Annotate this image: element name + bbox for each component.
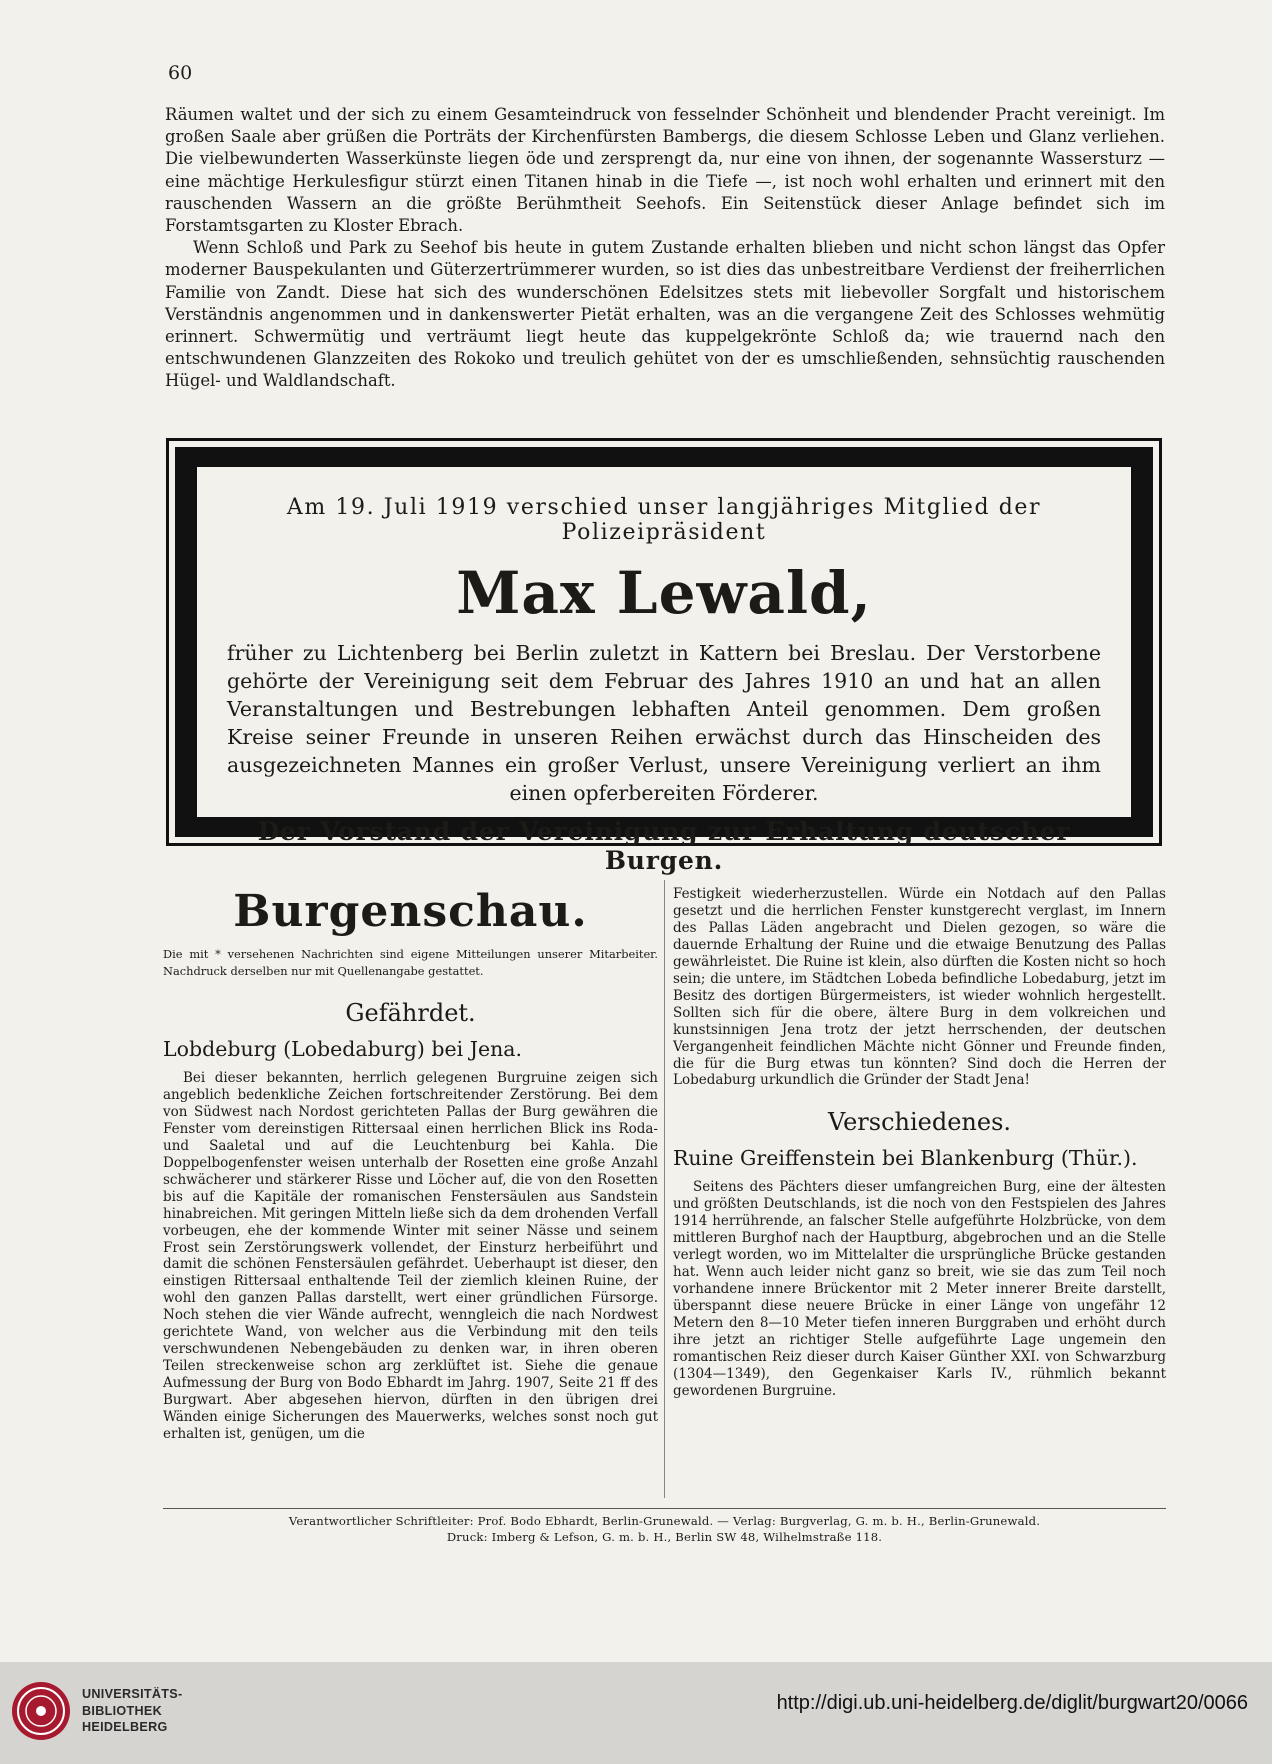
intro-paragraph-2: Wenn Schloß und Park zu Seehof bis heute in gutem Zustande erhalten blieben und nicht schon längst das Opfer moderner Bauspekulanten und Güterzertrümmerer wurden, so ist dies das unbestreitbare Verdienst der freiherrlichen Familie von Zandt. Diese hat sich des wunderschönen Edelsitzes stets mit liebevoller Sorgfalt und historischem Verständnis angenommen und in dankenswerter Pietät erhalten, was an die vergangene Zeit des Schlosses wehmütig erinnert. Schwermütig und verträumt liegt heute das kuppelgekrönte Schloß da; wie trauernd nach den entschwundenen Glanzzeiten des Rokoko und treulich gehütet von der es umschließenden, sehnsüchtig rauschenden Hügel- und Waldlandschaft. — [165, 238, 1165, 391]
column-divider — [664, 880, 665, 1498]
permalink-url[interactable]: http://digi.ub.uni-heidelberg.de/diglit/burgwart20/0066 — [776, 1692, 1248, 1714]
left-column — [163, 880, 658, 1443]
article-text-lobdeburg: Bei dieser bekannten, herrlich gelegenen Burgruine zeigen sich angeblich bedenkliche Zeichen fortschreitender Zerstörung. Bei dem von Südwest nach Nordost gerichteten Pallas der Burg gewähren die Fenster vom dereinstigen Rittersaal einen herrlichen Blick ins Roda- und Saaletal und auf die Leuchtenburg bei Kahla. Die Doppelbogenfenster weisen unterhalb der Rosetten eine große Anzahl schwächerer und stärkerer Risse und Löcher auf, die von den Rosetten bis auf die Kapitäle der romanischen Fenstersäulen aus Sandstein hinabreichen. Mit geringen Mitteln ließe sich da dem drohenden Verfall vorbeugen, ehe der kommende Winter mit seiner Nässe und seinem Frost sein Zerstörungswerk vollendet, der Einsturz herbeiführt und damit die schönen Fenstersäulen gefährdet. Ueberhaupt ist dieser, den einstigen Rittersaal enthaltende Teil der ziemlich kleinen Ruine, der wohl den ganzen Pallas darstellt, wert einer gründlichen Fürsorge. Noch stehen die vier Wände aufrecht, wenngleich die nach Nordwest gerichtete Wand, von welcher aus die Verbindung mit den teils verschwundenen Nebengebäuden zu denken war, in ihren oberen Teilen streckenweise schon arg zerklüftet ist. Siehe die genaue Aufmessung der Burg von Bodo Ebhardt im Jahrg. 1907, Seite 21 ff des Burgwart. Aber abgesehen hiervon, dürften in den übrigen drei Wänden einige Sicherungen des Mauerwerks, welches sonst noch gut erhalten ist, genügen, um die — [163, 1070, 658, 1443]
obituary-box — [166, 438, 1162, 875]
article-text-lobdeburg-continued: Festigkeit wiederherzustellen. Würde ein Notdach auf den Pallas gesetzt und die herrlichen Fenster kunstgerecht verglast, im Innern des Pallas Läden angebracht und Dielen gezogen, so wäre die dauernde Erhaltung der Ruine und die etwaige Benutzung des Pallas gewährleistet. Die Ruine ist klein, also dürften die Kosten nicht so hoch sein; die untere, im Städtchen Lobeda befindliche Lobedaburg, jetzt im Besitz des dortigen Bürgermeisters, ist wieder wohnlich hergestellt. Sollten sich für die obere, ältere Burg in dem volkreichen und kunstsinnigen Jena trotz der jetzt herrschenden, der deutschen Vergangenheit feindlichen Mächte nicht Gönner und Freunde finden, die für die Burg etwas tun könnten? Sind doch die Herren der Lobedaburg urkundlich die Gründer der Stadt Jena! — [673, 886, 1166, 1089]
intro-paragraph-1: Räumen waltet und der sich zu einem Gesamteindruck von fesselnder Schönheit und blendender Pracht vereinigt. Im großen Saale aber grüßen die Porträts der Kirchenfürsten Bambergs, die diesem Schlosse Leben und Glanz verliehen. Die vielbewunderten Wasserkünste liegen öde und zersprengt da, nur eine von ihnen, der sogenannte Wassersturz — eine mächtige Herkulesfigur stürzt einen Titanen hinab in die Tiefe —, ist noch wohl erhalten und erinnert mit den rauschenden Wassern an die größte Berühmtheit Seehofs. Ein Seitenstück dieser Anlage befindet sich im Forstamtsgarten zu Kloster Ebrach. — [165, 105, 1165, 236]
obituary-frame — [175, 447, 1153, 875]
library-name[interactable] — [82, 1686, 182, 1736]
section-heading-gefaehrdet: Gefährdet. — [345, 999, 476, 1027]
obituary-body: früher zu Lichtenberg bei Berlin zuletzt in Kattern bei Breslau. Der Verstorbene gehörte der Vereinigung seit dem Februar des Jahres 1910 an und hat an allen Veranstaltungen und Bestrebungen lebhaften Anteil genommen. Dem großen Kreise seiner Freunde in unseren Reihen erwächst durch das Hinscheiden des ausgezeichneten Mannes ein großer Verlust, unsere Vereinigung verliert an ihm einen opferbereiten Förderer. — [227, 641, 1101, 805]
right-column — [673, 886, 1166, 1400]
article-text-greiffenstein: Seitens des Pächters dieser umfangreichen Burg, eine der ältesten und größten Deutschlands, ist die noch von den Festspielen des Jahres 1914 herrührende, an falscher Stelle aufgeführte Holzbrücke, von dem mittleren Burghof nach der Hauptburg, abgebrochen und an die Stelle verlegt worden, wo im Mittelalter die ursprüngliche Brücke gestanden hat. Wenn auch leider nicht ganz so breit, wie sie das zum Teil noch vorhandene innere Brückentor mit 2 Meter innerer Breite darstellt, überspannt diese neuere Brücke in einer Länge von ungefähr 12 Metern den 8—10 Meter tiefen inneren Burggraben und erhöht durch ihre jetzt an richtiger Stelle aufgeführte Lage ungemein den romantischen Reiz dieser durch Kaiser Günther XXI. von Schwarzburg (1304—1349), den Gegenkaiser Karls IV., rühmlich bekannt gewordenen Burgruine. — [673, 1179, 1166, 1399]
burgenschau-note: Die mit * versehenen Nachrichten sind eigene Mitteilungen unserer Mitarbeiter. Nachdruck derselben nur mit Quellenangabe gestattet. — [163, 947, 658, 978]
imprint-printer: Druck: Imberg & Lefson, G. m. b. H., Berlin SW 48, Wilhelmstraße 118. — [446, 1530, 883, 1544]
page-number: 60 — [168, 62, 193, 84]
burgenschau-title: Burgenschau. — [233, 886, 588, 937]
intro-text — [165, 104, 1165, 393]
viewer-footer-bar — [0, 1662, 1272, 1764]
obituary-headline: Am 19. Juli 1919 verschied unser langjähriges Mitglied der Polizeipräsident — [286, 495, 1042, 545]
library-name-line2: BIBLIOTHEK — [82, 1703, 162, 1718]
university-seal-icon — [10, 1680, 72, 1742]
library-name-line1: UNIVERSITÄTS- — [82, 1687, 183, 1701]
library-name-line3: HEIDELBERG — [82, 1720, 168, 1734]
section-heading-verschiedenes: Verschiedenes. — [827, 1108, 1012, 1137]
obituary-signature: Der Vorstand der Vereinigung zur Erhaltung deutscher Burgen. — [257, 817, 1071, 875]
imprint-editor: Verantwortlicher Schriftleiter: Prof. Bodo Ebhardt, Berlin-Grunewald. — Verlag: Burgverlag, G. m. b. H., Berlin-Grunewald. — [163, 1508, 1166, 1528]
article-title-greiffenstein: Ruine Greiffenstein bei Blankenburg (Thür.). — [673, 1146, 1138, 1171]
article-title-lobdeburg: Lobdeburg (Lobedaburg) bei Jena. — [163, 1037, 523, 1061]
obituary-name: Max Lewald, — [456, 559, 872, 627]
